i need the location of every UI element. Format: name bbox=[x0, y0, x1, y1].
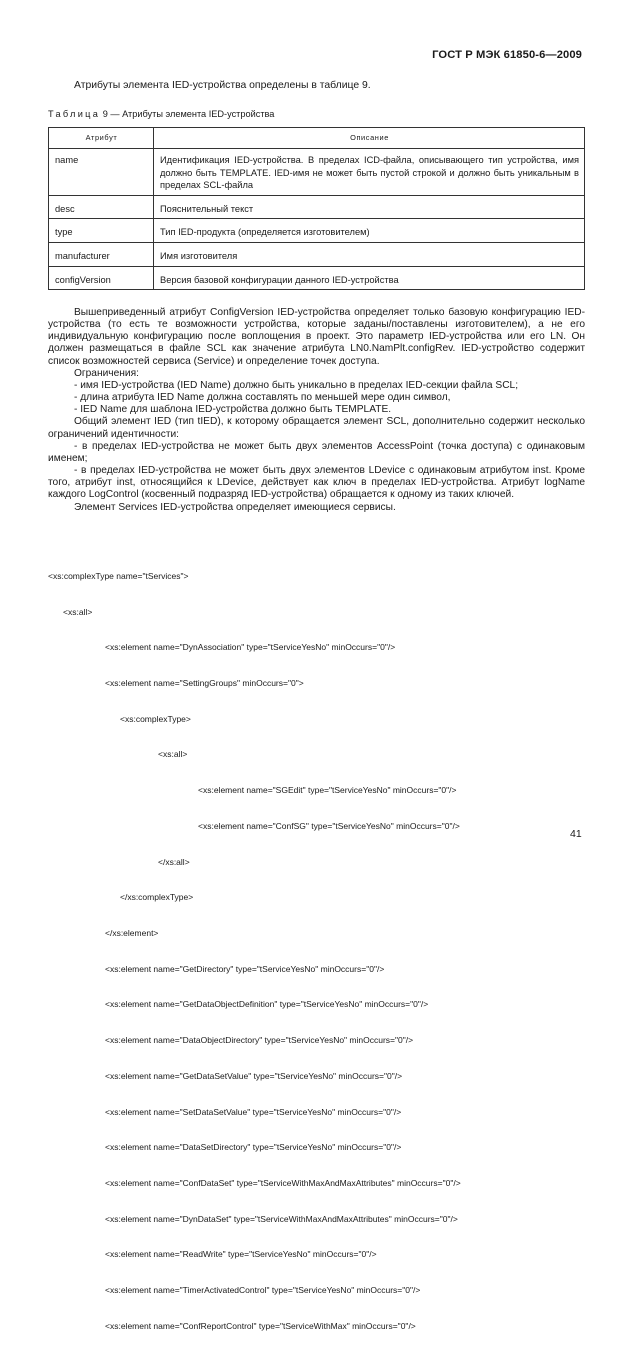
page-number: 41 bbox=[570, 828, 582, 840]
paragraph: Элемент Services IED-устройства определяет имеющиеся сервисы. bbox=[74, 501, 396, 513]
xml-schema-code bbox=[48, 547, 461, 1357]
attr-cell: manufacturer bbox=[49, 242, 154, 266]
table-header-row bbox=[49, 128, 585, 149]
desc-cell: Версия базовой конфигурации данного IED-устройства bbox=[154, 266, 585, 290]
code-line: <xs:element name="SetDataSetValue" type="tServiceYesNo" minOccurs="0"/> bbox=[105, 1106, 402, 1117]
standard-header: ГОСТ Р МЭК 61850-6—2009 bbox=[432, 49, 582, 61]
code-line: <xs:element name="GetDataObjectDefinition" type="tServiceYesNo" minOccurs="0"/> bbox=[105, 999, 429, 1010]
header-attribute: Атрибут bbox=[49, 128, 154, 149]
table-caption bbox=[48, 109, 274, 119]
table-row bbox=[49, 195, 585, 219]
paragraph: Ограничения: bbox=[74, 367, 139, 379]
header-description: Описание bbox=[154, 128, 585, 149]
body-text bbox=[48, 307, 585, 514]
code-line: <xs:element name="ConfDataSet" type="tServiceWithMaxAndMaxAttributes" minOccurs="0"/> bbox=[105, 1178, 461, 1189]
code-line: <xs:element name="GetDataSetValue" type="tServiceYesNo" minOccurs="0"/> bbox=[105, 1070, 403, 1081]
code-line: <xs:element name="DynDataSet" type="tServiceWithMaxAndMaxAttributes" minOccurs="0"/> bbox=[105, 1213, 458, 1224]
attr-cell: desc bbox=[49, 195, 154, 219]
code-line: </xs:element> bbox=[105, 928, 159, 938]
code-line: <xs:all> bbox=[63, 606, 93, 617]
intro-sentence: Атрибуты элемента IED-устройства определены в таблице 9. bbox=[74, 80, 371, 91]
table-row bbox=[49, 219, 585, 243]
desc-cell: Имя изготовителя bbox=[154, 242, 585, 266]
code-line: <xs:complexType> bbox=[120, 713, 191, 724]
code-line: <xs:element name="DataSetDirectory" type="tServiceYesNo" minOccurs="0"/> bbox=[105, 1142, 402, 1153]
attr-cell: configVersion bbox=[49, 266, 154, 290]
desc-cell: Тип IED-продукта (определяется изготовителем) bbox=[154, 219, 585, 243]
paragraph: Вышеприведенный атрибут ConfigVersion IED-устройства определяет только базовую конфигурацию IED-устройства (то есть те возможности устройства, которые заданы/поставлены изготовителем), а не его индивидуальную конфигурацию после воплощения в проект. Это параметр IED-устройства или его LN. Он должен размещаться в файле SCL как значение атрибута LN0.NamPlt.configRev. IED-устройство содержит список возможностей сервиса (Service) и определение точек доступа. bbox=[48, 307, 585, 367]
table-row bbox=[49, 242, 585, 266]
table-row bbox=[49, 266, 585, 290]
desc-cell: Идентификация IED-устройства. В пределах ICD-файла, описывающего тип устройства, имя должно быть TEMPLATE. IED-имя не может быть пустой строкой и должно быть уникальным в пределах SCL-файла bbox=[154, 149, 585, 196]
code-line: <xs:element name="SettingGroups" minOccurs="0"> bbox=[105, 677, 304, 688]
list-item: - в пределах IED-устройства не может быть двух элементов LDevice с одинаковым атрибутом inst. Кроме того, атрибут inst, относящийся к LDevice, действует как ключ в пределах IED-устройства. Атрибут logName каждого LogControl (косвенный подразряд IED-устройства) обращается к одному из таких ключей. bbox=[48, 465, 585, 501]
list-item: - IED Name для шаблона IED-устройства должно быть TEMPLATE. bbox=[74, 404, 392, 416]
list-item: - в пределах IED-устройства не может быть двух элементов AccessPoint (точка доступа) с одинаковым именем; bbox=[48, 440, 585, 464]
attr-cell: type bbox=[49, 219, 154, 243]
code-line: <xs:element name="ReadWrite" type="tServiceYesNo" minOccurs="0"/> bbox=[105, 1249, 377, 1260]
list-item: - имя IED-устройства (IED Name) должно быть уникально в пределах IED-секции файла SCL; bbox=[74, 379, 519, 391]
code-line: <xs:element name="SGEdit" type="tServiceYesNo" minOccurs="0"/> bbox=[198, 785, 457, 796]
paragraph: Общий элемент IED (тип tIED), к которому обращается элемент SCL, дополнительно содержит несколько ограничений идентичности: bbox=[48, 416, 585, 440]
code-line: <xs:element name="TimerActivatedControl" type="tServiceYesNo" minOccurs="0"/> bbox=[105, 1285, 421, 1296]
code-line: <xs:element name="DynAssociation" type="tServiceYesNo" minOccurs="0"/> bbox=[105, 642, 396, 653]
code-line: <xs:complexType name="tServices"> bbox=[48, 570, 189, 581]
desc-cell: Пояснительный текст bbox=[154, 195, 585, 219]
table-row bbox=[49, 149, 585, 196]
list-item: - длина атрибута IED Name должна составлять по меньшей мере один символ, bbox=[74, 392, 451, 404]
code-line: <xs:element name="ConfReportControl" type="tServiceWithMax" minOccurs="0"/> bbox=[105, 1320, 416, 1331]
attr-cell: name bbox=[49, 149, 154, 196]
code-line: </xs:complexType> bbox=[120, 892, 194, 903]
ied-attributes-table bbox=[48, 127, 585, 290]
code-line: <xs:element name="ConfSG" type="tServiceYesNo" minOccurs="0"/> bbox=[198, 820, 460, 831]
table-caption-label: Таблица bbox=[48, 109, 101, 119]
code-line: <xs:all> bbox=[158, 749, 188, 760]
code-line: <xs:element name="DataObjectDirectory" type="tServiceYesNo" minOccurs="0"/> bbox=[105, 1035, 414, 1046]
table-caption-title: 9 — Атрибуты элемента IED-устройства bbox=[102, 109, 275, 119]
code-line: <xs:element name="GetDirectory" type="tServiceYesNo" minOccurs="0"/> bbox=[105, 963, 385, 974]
code-line: </xs:all> bbox=[158, 856, 190, 867]
